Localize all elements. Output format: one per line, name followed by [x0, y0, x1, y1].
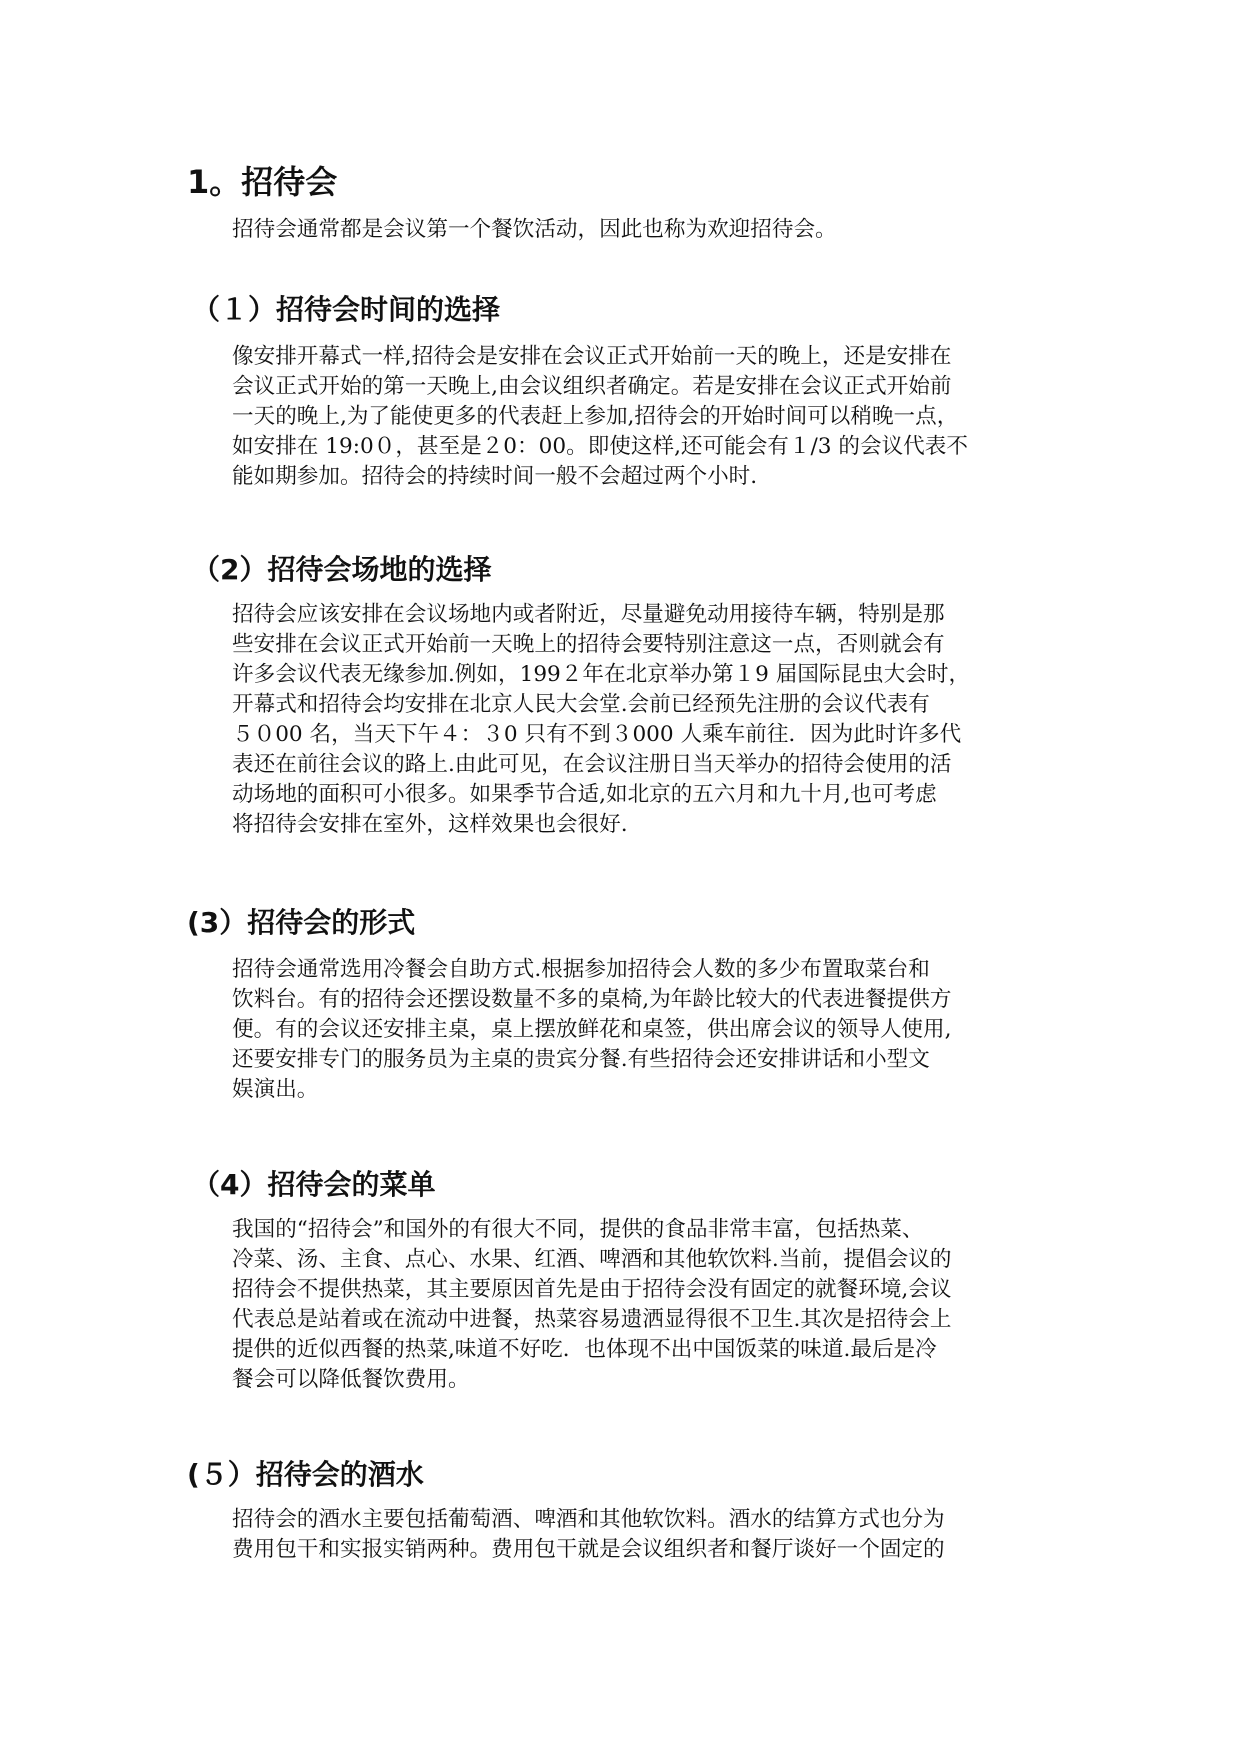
paragraph-line: ５０00 名，当天下午４：３0 只有不到３000 人乘车前往．因为此时许多代: [232, 722, 962, 747]
section-heading-drinks: (５）招待会的酒水: [187, 1458, 424, 1491]
paragraph-line: 一天的晚上,为了能使更多的代表赶上参加,招待会的开始时间可以稍晚一点，: [232, 404, 959, 429]
paragraph-line: 如安排在 19:0０，甚至是２0：00。即使这样,还可能会有１/3 的会议代表不: [232, 434, 968, 459]
section-heading-time: （１）招待会时间的选择: [192, 293, 501, 326]
paragraph-line: 饮料台。有的招待会还摆设数量不多的桌椅,为年龄比较大的代表进餐提供方: [232, 987, 952, 1012]
section-heading-format: (3）招待会的形式: [187, 906, 416, 939]
paragraph-line: 代表总是站着或在流动中进餐，热菜容易遗洒显得很不卫生.其次是招待会上: [232, 1307, 952, 1332]
paragraph-line: 提供的近似西餐的热菜,味道不好吃．也体现不出中国饭菜的味道.最后是冷: [232, 1337, 937, 1362]
page-title: 1。招待会: [187, 163, 338, 201]
section-paragraph-drinks: [232, 1505, 1057, 1565]
paragraph-line: 招待会通常选用冷餐会自助方式.根据参加招待会人数的多少布置取菜台和: [232, 957, 930, 982]
paragraph-line: 会议正式开始的第一天晚上,由会议组织者确定。若是安排在会议正式开始前: [232, 374, 952, 399]
paragraph-line: 招待会的酒水主要包括葡萄酒、啤酒和其他软饮料。酒水的结算方式也分为: [232, 1507, 945, 1532]
paragraph-line: 将招待会安排在室外，这样效果也会很好.: [232, 812, 628, 837]
paragraph-line: 开幕式和招待会均安排在北京人民大会堂.会前已经预先注册的会议代表有: [232, 692, 930, 717]
paragraph-line: 表还在前往会议的路上.由此可见，在会议注册日当天举办的招待会使用的活: [232, 752, 952, 777]
section-paragraph-menu: [232, 1215, 1057, 1395]
paragraph-line: 许多会议代表无缘参加.例如，199２年在北京举办第１9 届国际昆虫大会时，: [232, 662, 971, 687]
paragraph-line: 我国的“招待会”和国外的有很大不同，提供的食品非常丰富，包括热菜、: [232, 1217, 924, 1242]
section-paragraph-time: [232, 342, 1057, 492]
paragraph-line: 像安排开幕式一样,招待会是安排在会议正式开始前一天的晚上，还是安排在: [232, 344, 952, 369]
paragraph-line: 招待会应该安排在会议场地内或者附近，尽量避免动用接待车辆，特别是那: [232, 602, 945, 627]
paragraph-line: 娱演出。: [232, 1077, 319, 1102]
paragraph-line: 些安排在会议正式开始前一天晚上的招待会要特别注意这一点，否则就会有: [232, 632, 945, 657]
paragraph-line: 费用包干和实报实销两种。费用包干就是会议组织者和餐厅谈好一个固定的: [232, 1537, 945, 1562]
paragraph-line: 动场地的面积可小很多。如果季节合适,如北京的五六月和九十月,也可考虑: [232, 782, 937, 807]
paragraph-line: 能如期参加。招待会的持续时间一般不会超过两个小时.: [232, 464, 758, 489]
paragraph-line: 招待会不提供热菜，其主要原因首先是由于招待会没有固定的就餐环境,会议: [232, 1277, 952, 1302]
paragraph-line: 还要安排专门的服务员为主桌的贵宾分餐.有些招待会还安排讲话和小型文: [232, 1047, 930, 1072]
section-heading-menu: （4）招待会的菜单: [192, 1168, 436, 1201]
paragraph-line: 冷菜、汤、主食、点心、水果、红酒、啤酒和其他软饮料.当前，提倡会议的: [232, 1247, 952, 1272]
intro-paragraph: 招待会通常都是会议第一个餐饮活动，因此也称为欢迎招待会。: [232, 217, 837, 242]
section-paragraph-format: [232, 955, 1057, 1105]
paragraph-line: 餐会可以降低餐饮费用。: [232, 1367, 470, 1392]
section-paragraph-venue: [232, 600, 1057, 840]
section-heading-venue: （2）招待会场地的选择: [192, 553, 492, 586]
paragraph-line: 便。有的会议还安排主桌，桌上摆放鲜花和桌签，供出席会议的领导人使用,: [232, 1017, 952, 1042]
